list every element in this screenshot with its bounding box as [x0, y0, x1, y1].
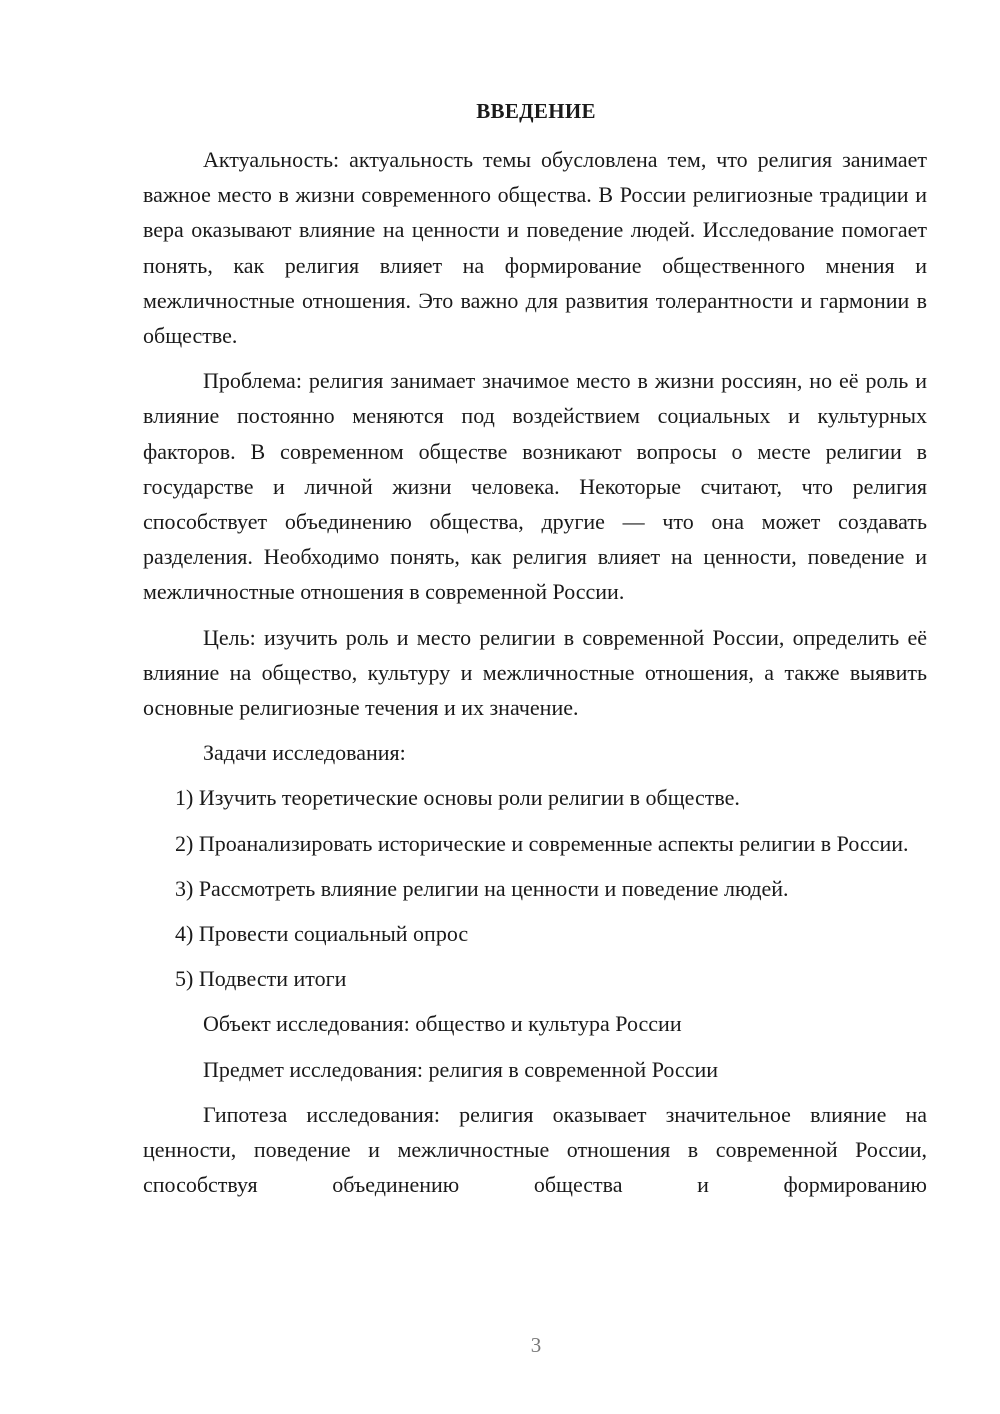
list-item-task-2: 2) Проанализировать исторические и современные аспекты религии в России.	[175, 830, 909, 856]
paragraph-goal: Цель: изучить роль и место религии в современной России, определить её влияние на общество, культуру и межличностные отношения, а также выявить основные религиозные течения и их значение.	[143, 624, 927, 721]
list-item-task-5: 5) Подвести итоги	[175, 966, 347, 992]
paragraph-problem: Проблема: религия занимает значимое место в жизни россиян, но её роль и влияние постоянно меняются под воздействием социальных и культурных факторов. В современном обществе возникают вопросы о месте религии в государстве и личной жизни человека. Некоторые считают, что религия способствует объединению общества, другие — что она может создавать разделения. Необходимо понять, как религия влияет на ценности, поведение и межличностные отношения в современной России.	[143, 368, 927, 605]
list-item-task-3: 3) Рассмотреть влияние религии на ценности и поведение людей.	[175, 875, 789, 901]
body-text	[143, 142, 927, 1212]
page-number: 3	[530, 1333, 542, 1357]
paragraph-hypothesis: Гипотеза исследования: религия оказывает значительное влияние на ценности, поведение и межличностные отношения в современной России, способствуя объединению общества и формированию	[143, 1101, 927, 1198]
list-item-task-4: 4) Провести социальный опрос	[175, 921, 469, 947]
list-item-task-1: 1) Изучить теоретические основы роли религии в обществе.	[175, 785, 740, 811]
paragraph-relevance: Актуальность: актуальность темы обусловлена тем, что религия занимает важное место в жизни современного общества. В России религиозные традиции и вера оказывают влияние на ценности и поведение людей. Исследование помогает понять, как религия влияет на формирование общественного мнения и межличностные отношения. Это важно для развития толерантности и гармонии в обществе.	[143, 147, 927, 349]
paragraph-object: Объект исследования: общество и культура России	[203, 1011, 682, 1037]
paragraph-tasks-heading: Задачи исследования:	[203, 740, 406, 766]
paragraph-subject: Предмет исследования: религия в современной России	[203, 1056, 719, 1082]
section-heading: ВВЕДЕНИЕ	[476, 99, 596, 123]
